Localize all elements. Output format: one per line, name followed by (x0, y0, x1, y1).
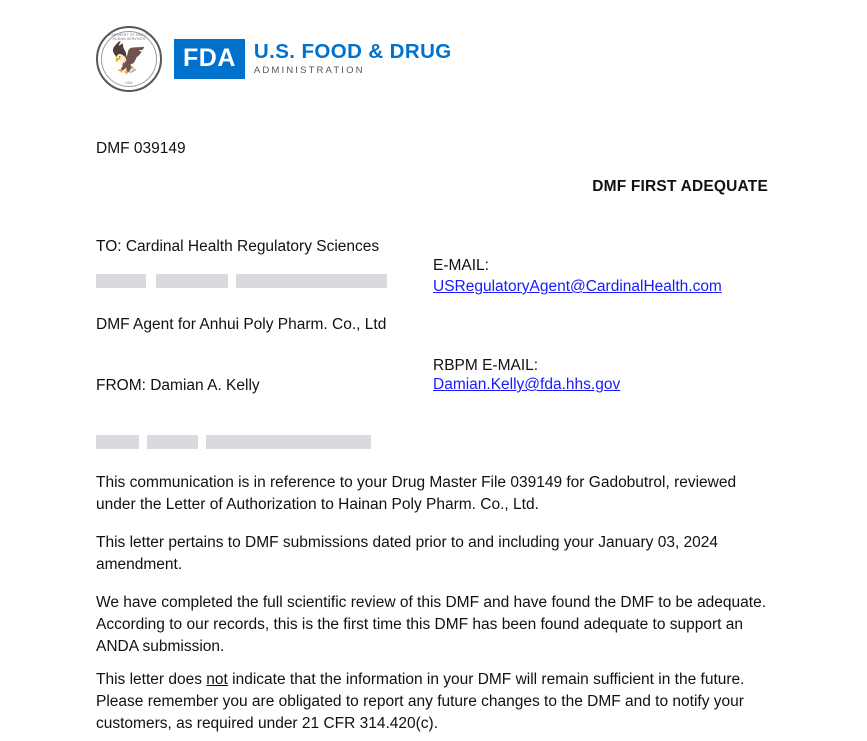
page-title: DMF FIRST ADEQUATE (592, 178, 768, 195)
redacted-text-block (96, 435, 139, 449)
paragraph-disclaimer (96, 669, 772, 735)
sender-line: FROM: Damian A. Kelly (96, 377, 260, 394)
recipient-line: TO: Cardinal Health Regulatory Sciences (96, 238, 380, 255)
disclaimer-emphasis: not (206, 671, 228, 688)
seal-bottom-text: USA (125, 81, 133, 85)
disclaimer-part-1: This letter does (96, 671, 207, 688)
paragraph-submissions: This letter pertains to DMF submissions dated prior to and including your January 03, 2024 amendment. (96, 534, 719, 573)
rbpm-email-value (433, 374, 620, 395)
seal-bird-icon: 🦅 (110, 42, 148, 75)
agent-email-link[interactable]: USRegulatoryAgent@CardinalHealth.com (433, 278, 722, 295)
redacted-text-block (96, 274, 146, 288)
fda-badge: FDA (174, 39, 245, 79)
disclaimer-part-2: indicate that the information in your DMF will remain sufficient in the future. Please remember you are obligated to report any future changes to the DMF and to notify your customers, as required under 21 CFR 314.420(c). (96, 671, 745, 732)
fda-logo (174, 39, 452, 79)
redacted-text-block (156, 274, 228, 288)
agency-line-1: U.S. FOOD & DRUG (253, 39, 452, 63)
agency-line-2: ADMINISTRATION (253, 65, 365, 77)
redacted-text-block (147, 435, 198, 449)
redacted-text-block (206, 435, 371, 449)
paragraph-reference: This communication is in reference to your Drug Master File 039149 for Gadobutrol, reviewed under the Letter of Authorization to Hainan Poly Pharm. Co., Ltd. (96, 474, 737, 513)
dmf-agent-line: DMF Agent for Anhui Poly Pharm. Co., Ltd (96, 316, 387, 333)
seal-top-text: DEPARTMENT OF HEALTH & HUMAN SERVICES (104, 33, 154, 41)
letterhead (96, 26, 452, 92)
email-label: E-MAIL: (433, 257, 489, 274)
redacted-text-block (236, 274, 387, 288)
hhs-seal-icon (96, 26, 162, 92)
paragraph-review-result: We have completed the full scientific review of this DMF and have found the DMF to be adequate. According to our records, this is the first time this DMF has been found adequate to support an ANDA submission. (96, 594, 767, 655)
dmf-number: DMF 039149 (96, 140, 186, 157)
rbpm-email-link[interactable]: Damian.Kelly@fda.hhs.gov (433, 376, 621, 393)
email-value (433, 276, 722, 297)
rbpm-email-label: RBPM E-MAIL: (433, 357, 539, 374)
fda-agency-name (253, 39, 452, 77)
